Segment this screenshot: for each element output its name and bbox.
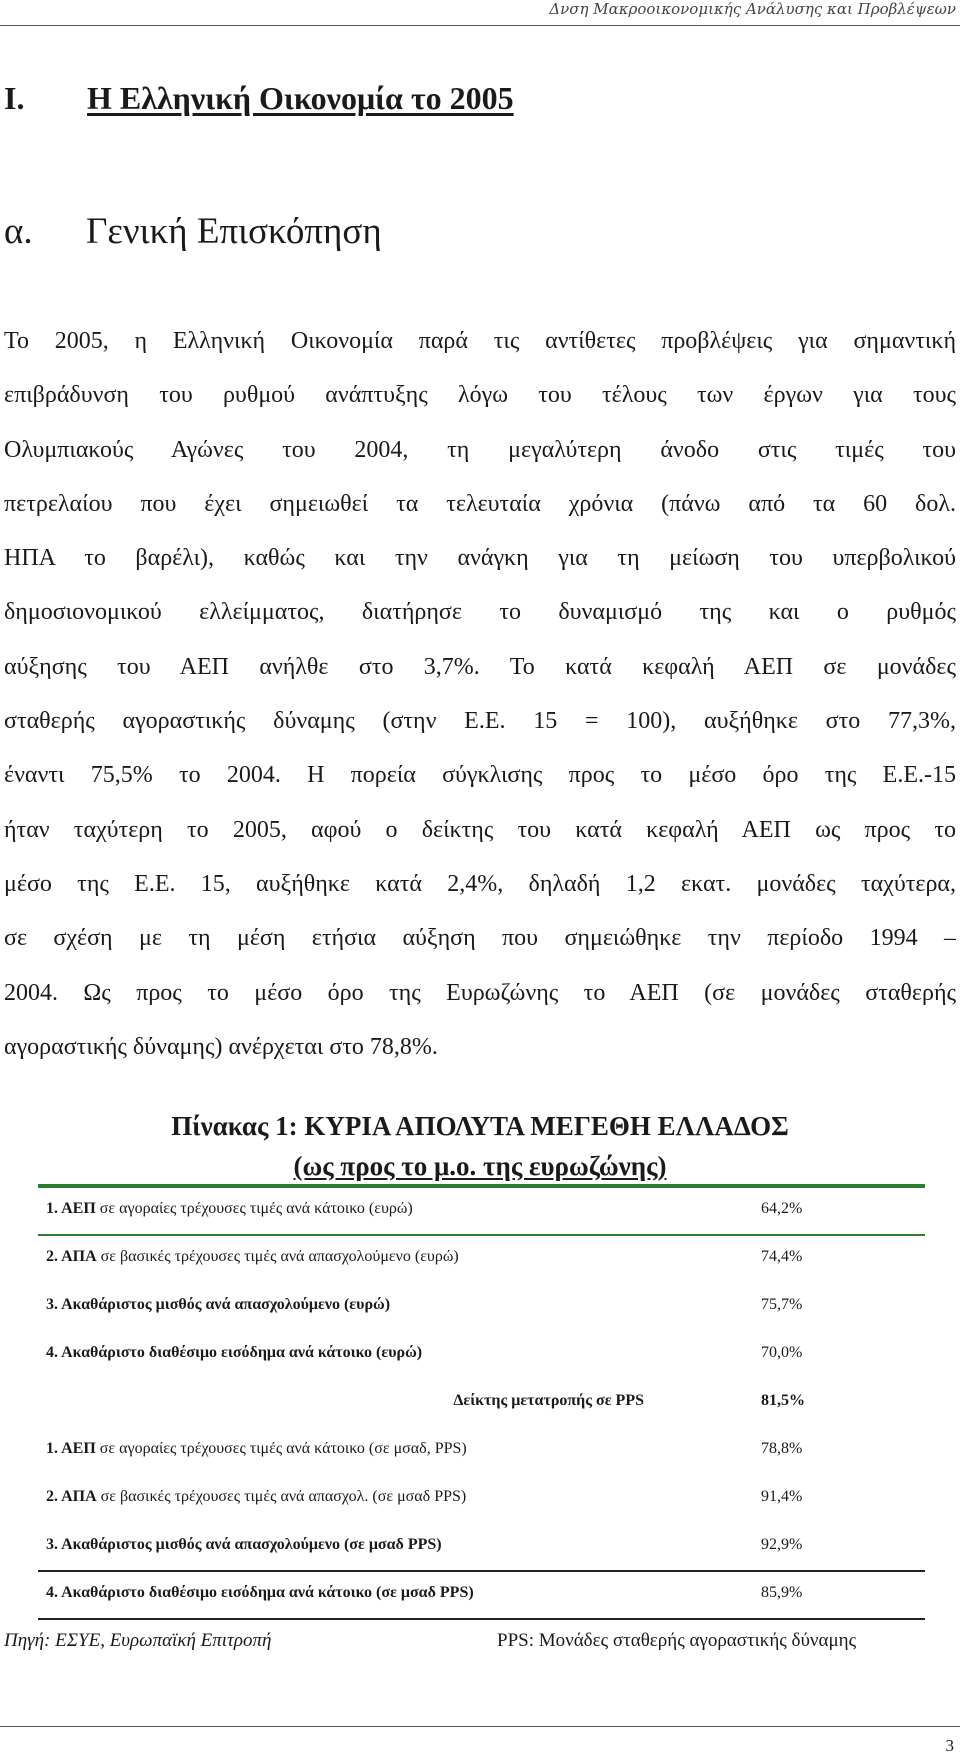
table-row [38, 1524, 925, 1572]
table-row [38, 1428, 925, 1476]
subsection-title: Γενική Επισκόπηση [86, 211, 382, 252]
row-value: 74,4% [761, 1248, 803, 1265]
table-row [38, 1284, 925, 1332]
paragraph-line: Το 2005, η Ελληνική Οικονομία παρά τις αντίθετες προβλέψεις για σημαντική [4, 328, 956, 354]
row-value: 75,7% [761, 1296, 803, 1313]
paragraph-line: ΗΠΑ το βαρέλι), καθώς και την ανάγκη για τη μείωση του υπερβολικού [4, 545, 956, 572]
row-label-bold: 2. ΑΠΑ [46, 1248, 97, 1265]
row-label: 3. Ακαθάριστος μισθός ανά απασχολούμενο (σε μσαδ PPS) [46, 1536, 442, 1553]
row-label-rest: σε βασικές τρέχουσες τιμές ανά απασχολούμενο (ευρώ) [96, 1248, 459, 1265]
footer-divider [0, 1726, 960, 1727]
paragraph-line: σε σχέση με τη μέση ετήσια αύξηση που σημειώθηκε την περίοδο 1994 – [4, 925, 956, 952]
row-label-bold: 1. ΑΕΠ [46, 1200, 96, 1217]
running-header: Δνση Μακροοικονομικής Ανάλυσης και Προβλέψεων [549, 0, 956, 18]
paragraph-line: επιβράδυνση του ρυθμού ανάπτυξης λόγω του τέλους των έργων για τους [4, 382, 956, 409]
row-value: 78,8% [761, 1440, 803, 1457]
paragraph-line: πετρελαίου που έχει σημειωθεί τα τελευταία χρόνια (πάνω από τα 60 δολ. [4, 490, 956, 517]
table-row [38, 1332, 925, 1380]
row-label-rest: σε βασικές τρέχουσες τιμές ανά απασχολ. (σε μσαδ PPS) [96, 1488, 467, 1505]
indicators-table [38, 1184, 925, 1620]
paragraph-line: αύξησης του ΑΕΠ ανήλθε στο 3,7%. Το κατά κεφαλή ΑΕΠ σε μονάδες [4, 653, 956, 680]
page-number: 3 [945, 1736, 954, 1755]
paragraph-line: ήταν ταχύτερη το 2005, αφού ο δείκτης του κατά κεφαλή ΑΕΠ ως προς το [4, 816, 956, 843]
table-row-conversion [38, 1380, 925, 1428]
row-value: 92,9% [761, 1536, 803, 1553]
paragraph-line: αγοραστικής δύναμης) ανέρχεται στο 78,8%. [4, 1033, 438, 1060]
paragraph-line: δημοσιονομικού ελλείμματος, διατήρησε το δυναμισμό της και ο ρυθμός [4, 599, 956, 626]
table-row [38, 1236, 925, 1284]
body-paragraph [4, 314, 956, 1074]
table-row [38, 1188, 925, 1236]
row-label-rest: σε αγοραίες τρέχουσες τιμές ανά κάτοικο (σε μσαδ, PPS) [95, 1440, 467, 1457]
row-label-bold: 2. ΑΠΑ [46, 1488, 97, 1505]
table-subtitle: (ως προς το μ.ο. της ευρωζώνης) [293, 1151, 667, 1181]
row-value: 85,9% [761, 1584, 803, 1601]
paragraph-line: μέσο της Ε.Ε. 15, αυξήθηκε κατά 2,4%, δηλαδή 1,2 εκατ. μονάδες ταχύτερα, [4, 870, 956, 897]
section-number: I. [4, 80, 25, 116]
row-label-rest: σε αγοραίες τρέχουσες τιμές ανά κάτοικο (ευρώ) [95, 1200, 413, 1217]
paragraph-line: έναντι 75,5% το 2004. Η πορεία σύγκλισης προς το μέσο όρο της Ε.Ε.-15 [4, 762, 956, 789]
row-label: 4. Ακαθάριστο διαθέσιμο εισόδημα ανά κάτοικο (σε μσαδ PPS) [46, 1584, 474, 1601]
table-row [38, 1476, 925, 1524]
row-value: 81,5% [761, 1392, 805, 1409]
row-label [46, 1200, 413, 1218]
table-title: Πίνακας 1: ΚΥΡΙΑ ΑΠΟΛΥΤΑ ΜΕΓΕΘΗ ΕΛΛΑΔΟΣ [171, 1111, 789, 1141]
table-row [38, 1572, 925, 1620]
row-label [46, 1488, 466, 1506]
row-label [46, 1440, 467, 1458]
header-divider [0, 25, 960, 26]
pps-footnote: PPS: Μονάδες σταθερής αγοραστικής δύναμης [497, 1630, 857, 1651]
paragraph-line: σταθερής αγοραστικής δύναμης (στην Ε.Ε. 15 = 100), αυξήθηκε στο 77,3%, [4, 708, 956, 735]
row-label: Δείκτης μετατροπής σε PPS [453, 1392, 644, 1409]
paragraph-line: 2004. Ως προς το μέσο όρο της Ευρωζώνης το ΑΕΠ (σε μονάδες σταθερής [4, 979, 956, 1006]
section-title: Η Ελληνική Οικονομία το 2005 [87, 80, 514, 116]
row-value: 70,0% [761, 1344, 803, 1361]
row-label [46, 1248, 459, 1266]
row-value: 64,2% [761, 1200, 803, 1217]
subsection-number: α. [4, 211, 33, 252]
row-label-bold: 1. ΑΕΠ [46, 1440, 96, 1457]
row-label: 4. Ακαθάριστο διαθέσιμο εισόδημα ανά κάτοικο (ευρώ) [46, 1344, 423, 1361]
row-label: 3. Ακαθάριστος μισθός ανά απασχολούμενο (ευρώ) [46, 1296, 391, 1313]
table-source: Πηγή: ΕΣΥΕ, Ευρωπαϊκή Επιτροπή [4, 1630, 272, 1651]
row-value: 91,4% [761, 1488, 803, 1505]
paragraph-line: Ολυμπιακούς Αγώνες του 2004, τη μεγαλύτερη άνοδο στις τιμές του [4, 436, 956, 463]
